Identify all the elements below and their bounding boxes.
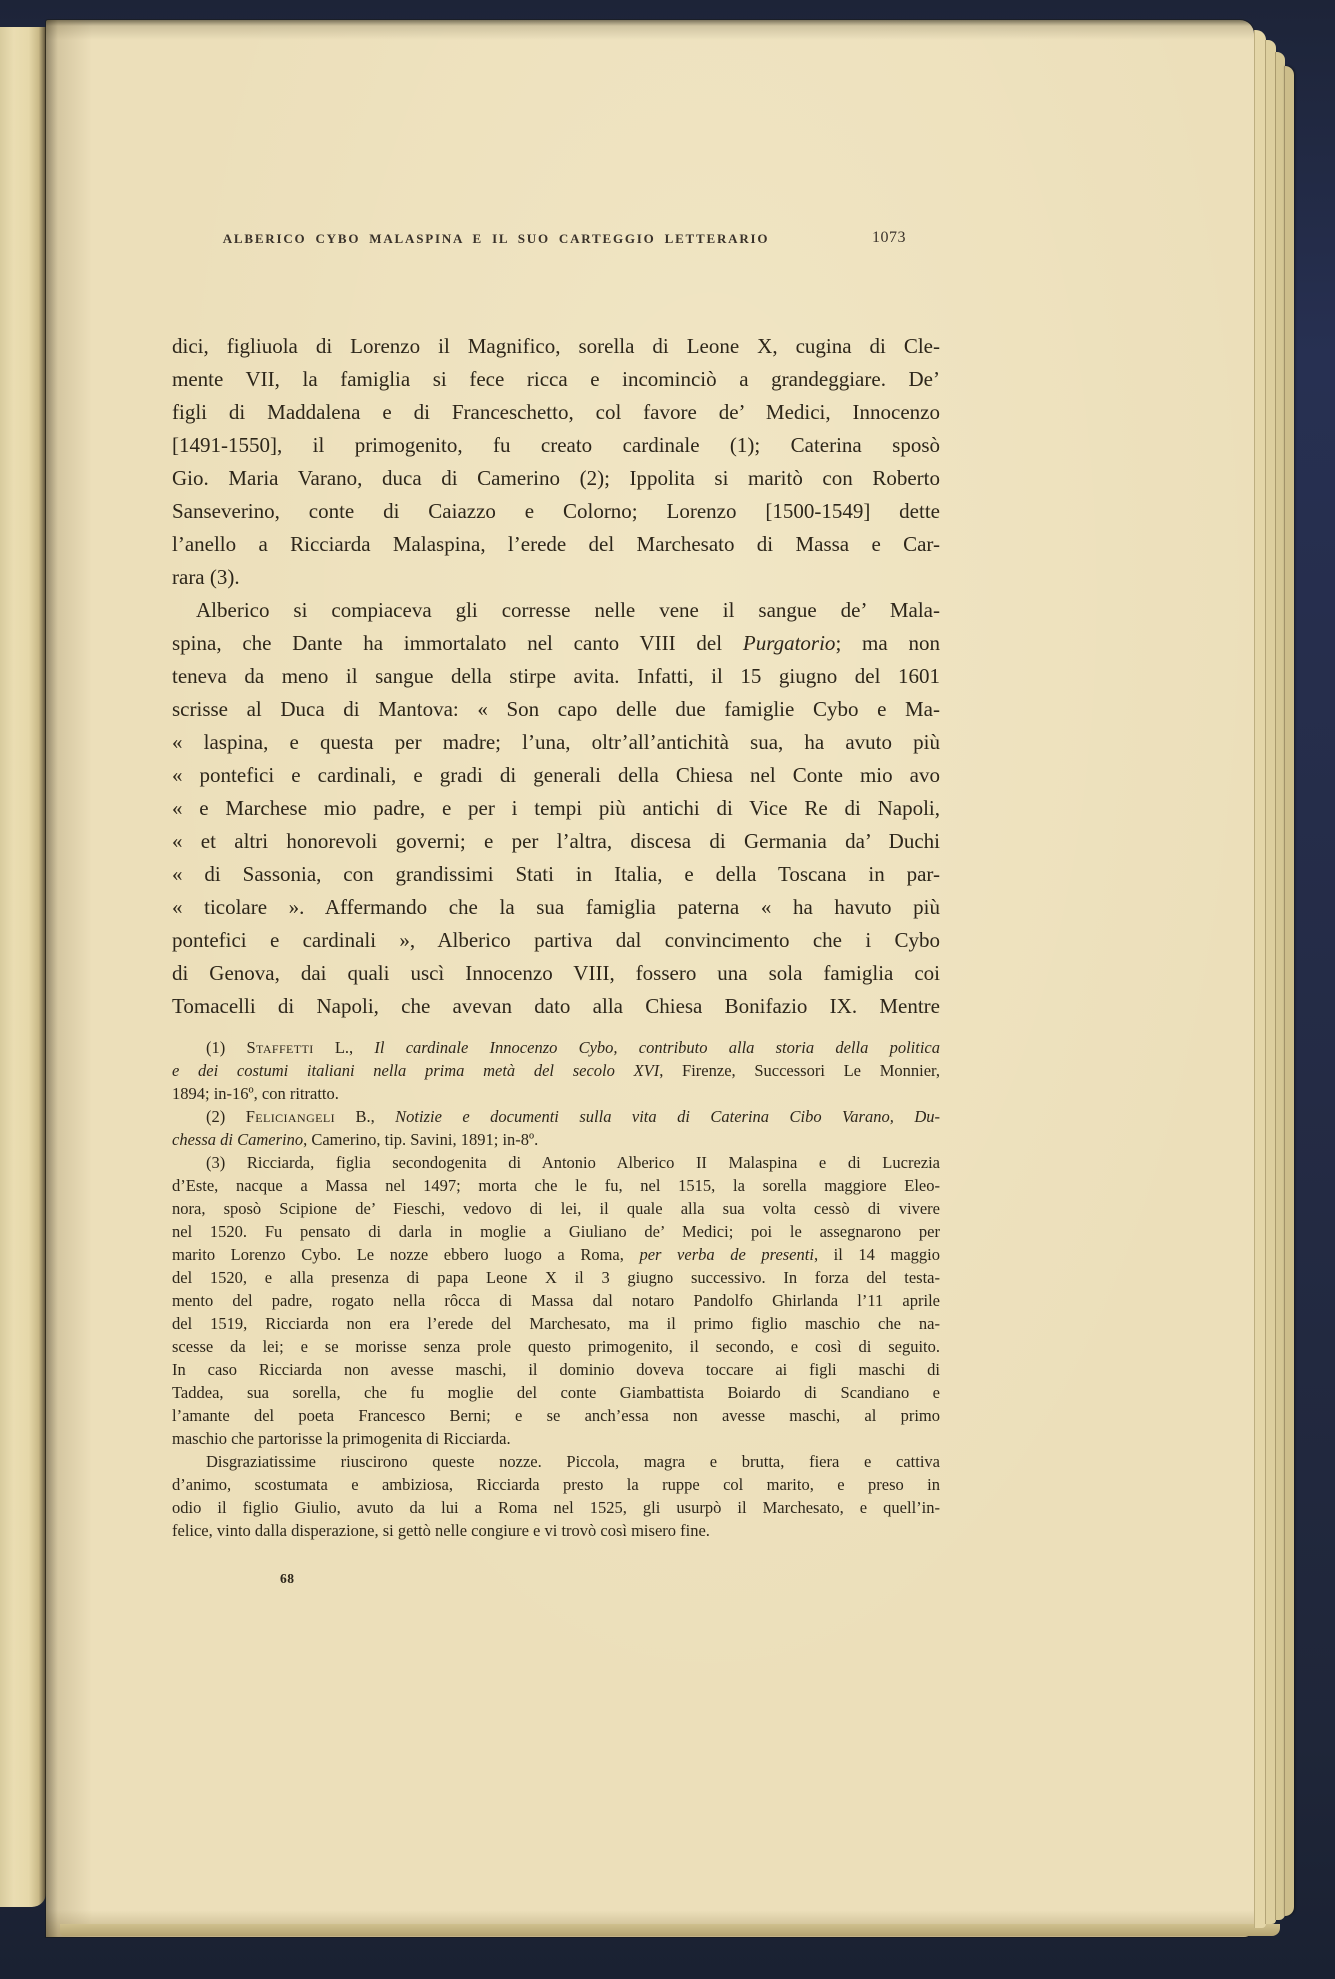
body-text [172,330,940,1023]
text-line: di Genova, dai quali uscì Innocenzo VIII, fossero una sola famiglia coi [172,961,940,985]
footnote-3 [172,1151,940,1450]
text-line: scesse da lei; e se morisse senza prole questo primogenito, il secondo, e così di seguito. [172,1337,940,1356]
text-line: felice, vinto dalla disperazione, si gettò nelle congiure e vi trovò così misero fine. [172,1521,710,1540]
text-line: d’Este, nacque a Massa nel 1497; morta che le fu, nel 1515, la sorella maggiore Eleo- [172,1176,940,1195]
text-line: Gio. Maria Varano, duca di Camerino (2); Ippolita si maritò con Roberto [172,466,940,490]
text-line: « ticolare ». Affermando che la sua famiglia paterna « ha havuto più [172,895,940,919]
text-line: (1) Staffetti L., Il cardinale Innocenzo Cybo, contributo alla storia della politica [206,1038,940,1057]
text-line: nora, sposò Scipione de’ Fieschi, vedovo di lei, il quale alla sua volta cessò di vivere [172,1199,940,1218]
signature-mark: 68 [280,1571,295,1586]
text-line: « e Marchese mio padre, e per i tempi più antichi di Vice Re di Napoli, [172,796,940,820]
page-bottom-edge [60,1924,1280,1936]
text-line: l’anello a Ricciarda Malaspina, l’erede del Marchesato di Massa e Car- [172,532,940,556]
text-line: Alberico si compiaceva gli corresse nelle vene il sangue de’ Mala- [196,598,940,622]
footnote-3-continued [172,1450,940,1542]
footnotes [172,1036,940,1542]
text-line: nel 1520. Fu pensato di darla in moglie a Giuliano de’ Medici; poi le assegnarono per [172,1222,940,1241]
facing-page-edge [0,27,46,1907]
text-line: pontefici e cardinali », Alberico partiva dal convincimento che i Cybo [172,928,940,952]
text-line: « di Sassonia, con grandissimi Stati in Italia, e della Toscana in par- [172,862,940,886]
body-paragraph [172,594,940,1023]
text-line: Taddea, sua sorella, che fu moglie del conte Giambattista Boiardo di Scandiano e [172,1383,940,1402]
text-line: (2) Feliciangeli B., Notizie e documenti sulla vita di Caterina Cibo Varano, Du- [206,1107,940,1126]
page-number: 1073 [872,229,906,246]
running-header [172,231,940,253]
text-line: Tomacelli di Napoli, che avevan dato alla Chiesa Bonifazio IX. Mentre [172,994,940,1018]
text-line: « pontefici e cardinali, e gradi di generali della Chiesa nel Conte mio avo [172,763,940,787]
text-line: Disgraziatissime riuscirono queste nozze. Piccola, magra e brutta, fiera e cattiva [206,1452,940,1471]
text-line: (3) Ricciarda, figlia secondogenita di Antonio Alberico II Malaspina e di Lucrezia [206,1153,940,1172]
text-line: l’amante del poeta Francesco Berni; e se anch’essa non avesse maschi, al primo [172,1406,940,1425]
text-line: del 1519, Ricciarda non era l’erede del Marchesato, ma il primo figlio maschio che na- [172,1314,940,1333]
text-line: odio il figlio Giulio, avuto da lui a Roma nel 1525, gli usurpò il Marchesato, e quell’in- [172,1498,940,1517]
footnote-2 [172,1105,940,1151]
text-line: chessa di Camerino, Camerino, tip. Savini, 1891; in-8º. [172,1130,539,1149]
text-line: maschio che partorisse la primogenita di Ricciarda. [172,1429,511,1448]
page-stack-edge [1284,66,1294,1916]
text-line: « et altri honorevoli governi; e per l’altra, discesa di Germania da’ Duchi [172,829,940,853]
text-line: Sanseverino, conte di Caiazzo e Colorno; Lorenzo [1500-1549] dette [172,499,940,523]
text-line: In caso Ricciarda non avesse maschi, il dominio doveva toccare ai figli maschi di [172,1360,940,1379]
text-line: scrisse al Duca di Mantova: « Son capo delle due famiglie Cybo e Ma- [172,697,940,721]
text-line: teneva da meno il sangue della stirpe avita. Infatti, il 15 giugno del 1601 [172,664,940,688]
text-line: [1491-1550], il primogenito, fu creato cardinale (1); Caterina sposò [172,433,940,457]
running-title: ALBERICO CYBO MALASPINA E IL SUO CARTEGGIO LETTERARIO [222,231,770,246]
text-line: del 1520, e alla presenza di papa Leone X il 3 giugno successivo. In forza del testa- [172,1268,940,1287]
text-line: marito Lorenzo Cybo. Le nozze ebbero luogo a Roma, per verba de presenti, il 14 maggio [172,1245,940,1264]
text-line: spina, che Dante ha immortalato nel canto VIII del Purgatorio; ma non [172,631,940,655]
text-line: rara (3). [172,565,240,589]
text-line: figli di Maddalena e di Franceschetto, col favore de’ Medici, Innocenzo [172,400,940,424]
body-paragraph [172,330,940,594]
text-line: e dei costumi italiani nella prima metà del secolo XVI, Firenze, Successori Le Monnier, [172,1061,940,1080]
text-line: mente VII, la famiglia si fece ricca e incominciò a grandeggiare. De’ [172,367,940,391]
footnote-1 [172,1036,940,1105]
text-line: 1894; in-16º, con ritratto. [172,1084,339,1103]
text-line: d’animo, scostumata e ambiziosa, Ricciarda presto la ruppe col marito, e preso in [172,1475,940,1494]
text-line: mento del padre, rogato nella rôcca di Massa dal notaro Pandolfo Ghirlanda l’11 aprile [172,1291,940,1310]
text-line: dici, figliuola di Lorenzo il Magnifico, sorella di Leone X, cugina di Cle- [172,334,940,358]
text-line: « laspina, e questa per madre; l’una, oltr’all’antichità sua, ha avuto più [172,730,940,754]
